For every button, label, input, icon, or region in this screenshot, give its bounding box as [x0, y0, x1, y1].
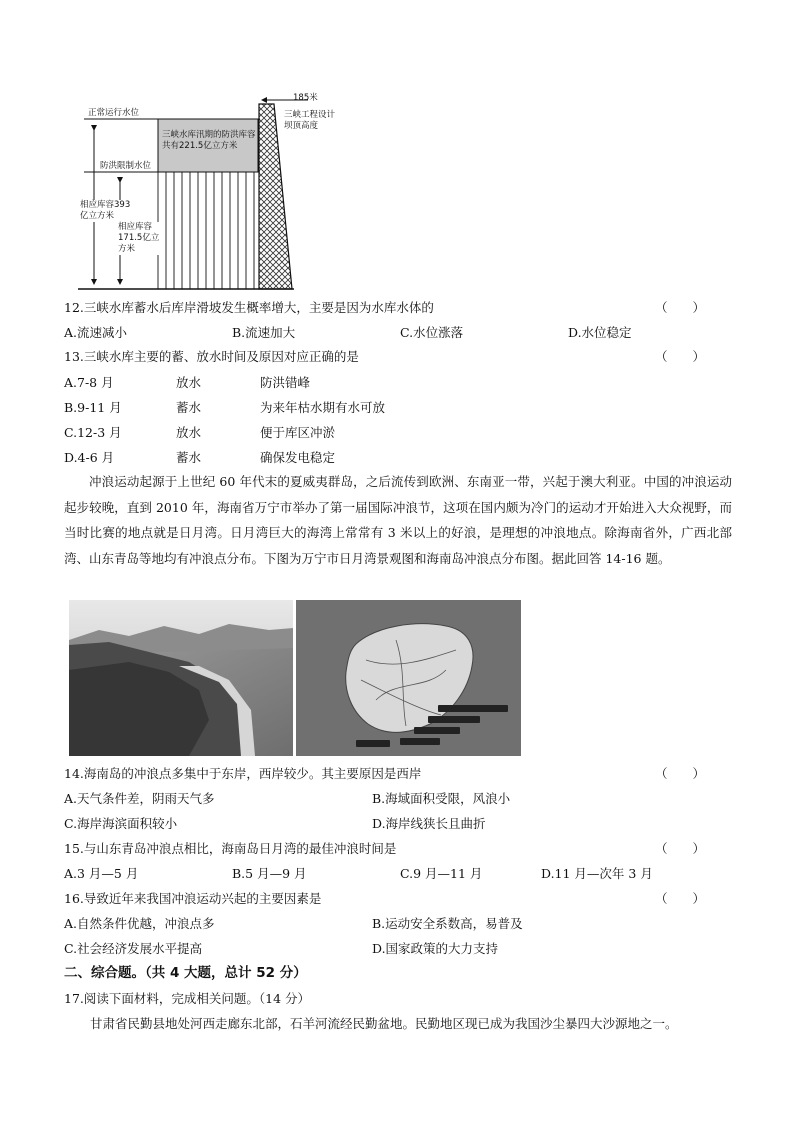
label-flood-capacity: 三峡水库汛期的防洪库容共有221.5亿立方米 [162, 130, 256, 151]
q13-d-reason: 确保发电稳定 [260, 450, 336, 465]
q15-option-a: A.3 月—5 月 [64, 866, 139, 881]
q17-material: 甘肃省民勤县地处河西走廊东北部，石羊河流经民勤盆地。民勤地区现已成为我国沙尘暴四大沙源地之一。 [90, 1016, 678, 1031]
q17-stem: 17.阅读下面材料，完成相关问题。（14 分） [64, 991, 311, 1006]
label-normal-level: 正常运行水位 [88, 108, 140, 118]
q12-paren: （ ） [655, 300, 706, 315]
q16-option-c: C.社会经济发展水平提高 [64, 941, 203, 956]
q13-a-reason: 防洪错峰 [260, 375, 311, 390]
q14-stem: 14.海南岛的冲浪点多集中于东岸，西岸较少。其主要原因是西岸 [64, 766, 422, 781]
q13-c-month: C.12-3 月 [64, 425, 122, 440]
label-capacity-393: 相应库容393亿立方米 [80, 200, 131, 221]
q13-c-reason: 便于库区冲淤 [260, 425, 336, 440]
section-heading: 二、综合题。（共 4 大题，总计 52 分） [64, 965, 307, 981]
q15-option-d: D.11 月—次年 3 月 [541, 866, 653, 881]
surfing-passage: 冲浪运动起源于上世纪 60 年代末的夏威夷群岛，之后流传到欧洲、东南亚一带，兴起于澳大利亚。中国的冲浪运动起步较晚，直到 2010 年，海南省万宁市举办了第一届国际冲浪节，这项在国内颇为冷门的运动才开始进入大众视野，而当时比赛的地点就是日月湾。日月湾巨大的海湾上常常有 3 米以上的好浪，是理想的冲浪地点。除海南省外，广西北部湾、山东青岛等地均有冲浪点分布。下图为万宁市日月湾景观图和海南岛冲浪点分布图。据此回答 14-16 题。 [64, 474, 732, 566]
q12-option-c: C.水位涨落 [400, 325, 464, 340]
q14-option-b: B.海域面积受限，风浪小 [372, 791, 511, 806]
hainan-surf-map [296, 600, 521, 756]
q15-paren: （ ） [655, 841, 706, 856]
q15-option-b: B.5 月—9 月 [232, 866, 307, 881]
q13-d-month: D.4-6 月 [64, 450, 115, 465]
q16-option-b: B.运动安全系数高，易普及 [372, 916, 523, 931]
q13-c-action: 放水 [176, 425, 202, 440]
q13-a-action: 放水 [176, 375, 202, 390]
q12-option-a: A.流速减小 [64, 325, 128, 340]
q14-option-d: D.海岸线狭长且曲折 [372, 816, 486, 831]
q13-b-month: B.9-11 月 [64, 400, 122, 415]
q16-paren: （ ） [655, 891, 706, 906]
q14-option-a: A.天气条件差，阴雨天气多 [64, 791, 215, 806]
label-flood-limit: 防洪限制水位 [100, 161, 152, 171]
q13-paren: （ ） [655, 349, 706, 364]
q16-stem: 16.导致近年来我国冲浪运动兴起的主要因素是 [64, 891, 322, 906]
q15-stem: 15.与山东青岛冲浪点相比，海南岛日月湾的最佳冲浪时间是 [64, 841, 397, 856]
q16-option-d: D.国家政策的大力支持 [372, 941, 499, 956]
q13-a-month: A.7-8 月 [64, 375, 114, 390]
label-185m: 185米 [293, 93, 318, 103]
q13-d-action: 蓄水 [176, 450, 202, 465]
label-dam-design: 三峡工程设计坝顶高度 [284, 110, 336, 131]
q15-option-c: C.9 月—11 月 [400, 866, 483, 881]
q14-paren: （ ） [655, 766, 706, 781]
q13-b-reason: 为来年枯水期有水可放 [260, 400, 386, 415]
q12-option-d: D.水位稳定 [568, 325, 632, 340]
riyue-bay-photo [69, 600, 293, 756]
q12-option-b: B.流速加大 [232, 325, 296, 340]
q13-stem: 13.三峡水库主要的蓄、放水时间及原因对应正确的是 [64, 349, 359, 364]
q13-b-action: 蓄水 [176, 400, 202, 415]
q12-stem: 12.三峡水库蓄水后库岸滑坡发生概率增大，主要是因为水库水体的 [64, 300, 434, 315]
q14-option-c: C.海岸海滨面积较小 [64, 816, 178, 831]
label-capacity-171: 相应库容171.5亿立方米 [118, 222, 164, 255]
q16-option-a: A.自然条件优越，冲浪点多 [64, 916, 215, 931]
